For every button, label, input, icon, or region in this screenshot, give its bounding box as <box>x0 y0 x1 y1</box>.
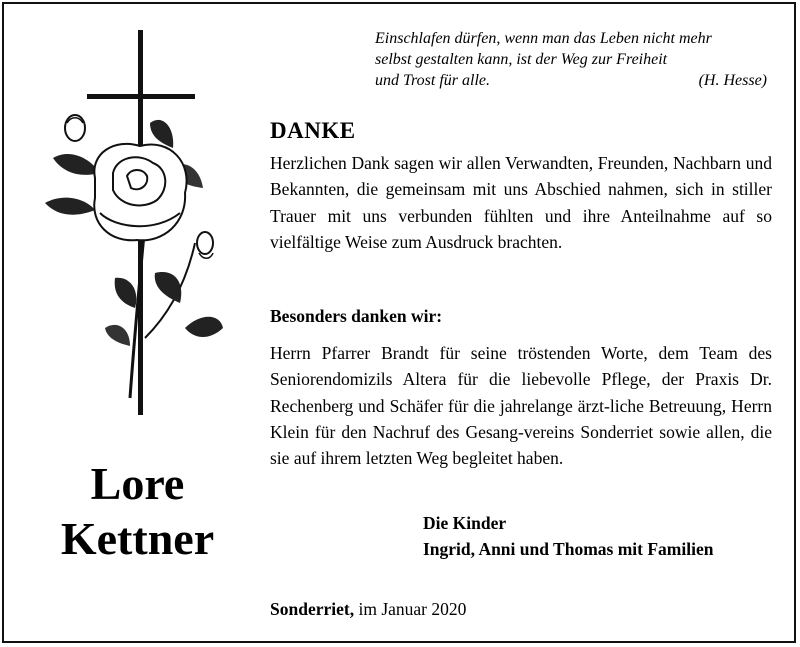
signature-line-1: Die Kinder <box>423 513 507 533</box>
quote-attribution: (H. Hesse) <box>698 72 767 89</box>
hesse-quote <box>375 28 770 91</box>
deceased-first-name: Lore <box>90 458 185 509</box>
special-thanks-paragraph: Herrn Pfarrer Brandt für seine tröstenden Worte, dem Team des Seniorendomizils Altera für die liebevolle Pflege, der Praxis Dr. Rechenberg und Schäfer für die jahrelange ärzt-liche Betreuung, Herrn Klein für den Nachruf des Gesang-vereins Sonderriet sowie allen, die sie auf ihrem letzten Weg begleitet haben. <box>270 343 772 469</box>
deceased-last-name: Kettner <box>60 513 215 564</box>
quote-line-text: und Trost für alle. <box>375 72 490 89</box>
place-town: Sonderriet, <box>270 599 355 619</box>
notice-heading: DANKE <box>270 118 356 143</box>
quote-line-last <box>375 70 770 91</box>
cross-and-rose-illustration <box>45 28 235 418</box>
signature-line-2: Ingrid, Anni und Thomas mit Familien <box>423 539 714 559</box>
place-and-date <box>270 599 466 620</box>
special-thanks-heading: Besonders danken wir: <box>270 306 443 326</box>
quote-line: Einschlafen dürfen, wenn man das Leben nicht mehr <box>375 30 712 47</box>
quote-line: selbst gestalten kann, ist der Weg zur Freiheit <box>375 51 668 68</box>
place-date: im Januar 2020 <box>358 599 467 619</box>
thanks-paragraph: Herzlichen Dank sagen wir allen Verwandten, Freunden, Nachbarn und Bekannten, die gemeinsam mit uns Abschied nahmen, sich in stiller Trauer mit uns verbunden fühlten und ihre Anteilnahme auf so vielfältige Weise zum Ausdruck brachten. <box>270 153 772 252</box>
